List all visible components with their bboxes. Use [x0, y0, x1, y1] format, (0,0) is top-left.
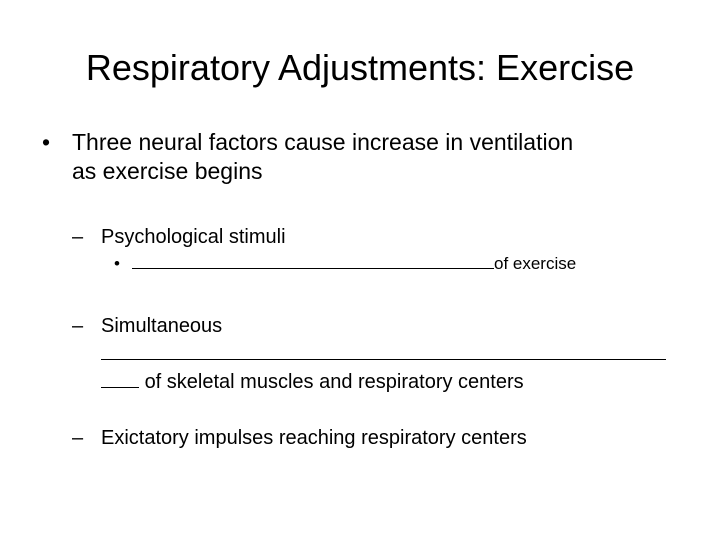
sub-bullet-line-3-text: of skeletal muscles and respiratory centers [144, 371, 524, 393]
sub-bullet-text: Exictatory impulses reaching respiratory centers [101, 427, 527, 449]
sub-bullet-psychological-stimuli [72, 223, 472, 251]
fill-in-blank [132, 267, 494, 269]
sub-bullet-text-line-2 [101, 340, 676, 368]
fill-in-blank [101, 358, 666, 360]
bullet-text [72, 128, 573, 186]
fill-in-blank [101, 386, 139, 388]
sub-bullet-text-line-3 [101, 368, 676, 396]
sub-bullet-marker: – [72, 315, 84, 337]
sub-bullet-text: Psychological stimuli [101, 226, 286, 248]
sub-bullet-marker: – [72, 427, 84, 449]
sub-sub-bullet-anticipation [114, 253, 614, 275]
sub-bullet-excitatory-impulses [72, 424, 672, 452]
bullet-text-line-1: Three neural factors cause increase in ventilation [72, 129, 574, 155]
sub-bullet-text [101, 312, 676, 396]
sub-bullet-marker: – [72, 226, 84, 248]
slide-title: Respiratory Adjustments: Exercise [85, 47, 635, 88]
sub-sub-bullet-text [132, 253, 576, 275]
bullet-marker: • [42, 129, 51, 155]
bullet-neural-factors [42, 128, 682, 188]
sub-sub-bullet-suffix: of exercise [494, 254, 577, 273]
sub-sub-bullet-marker: • [114, 254, 120, 273]
bullet-text-line-2: as exercise begins [72, 158, 263, 184]
sub-bullet-text-line-1: Simultaneous [101, 315, 223, 337]
sub-bullet-simultaneous [72, 312, 682, 396]
